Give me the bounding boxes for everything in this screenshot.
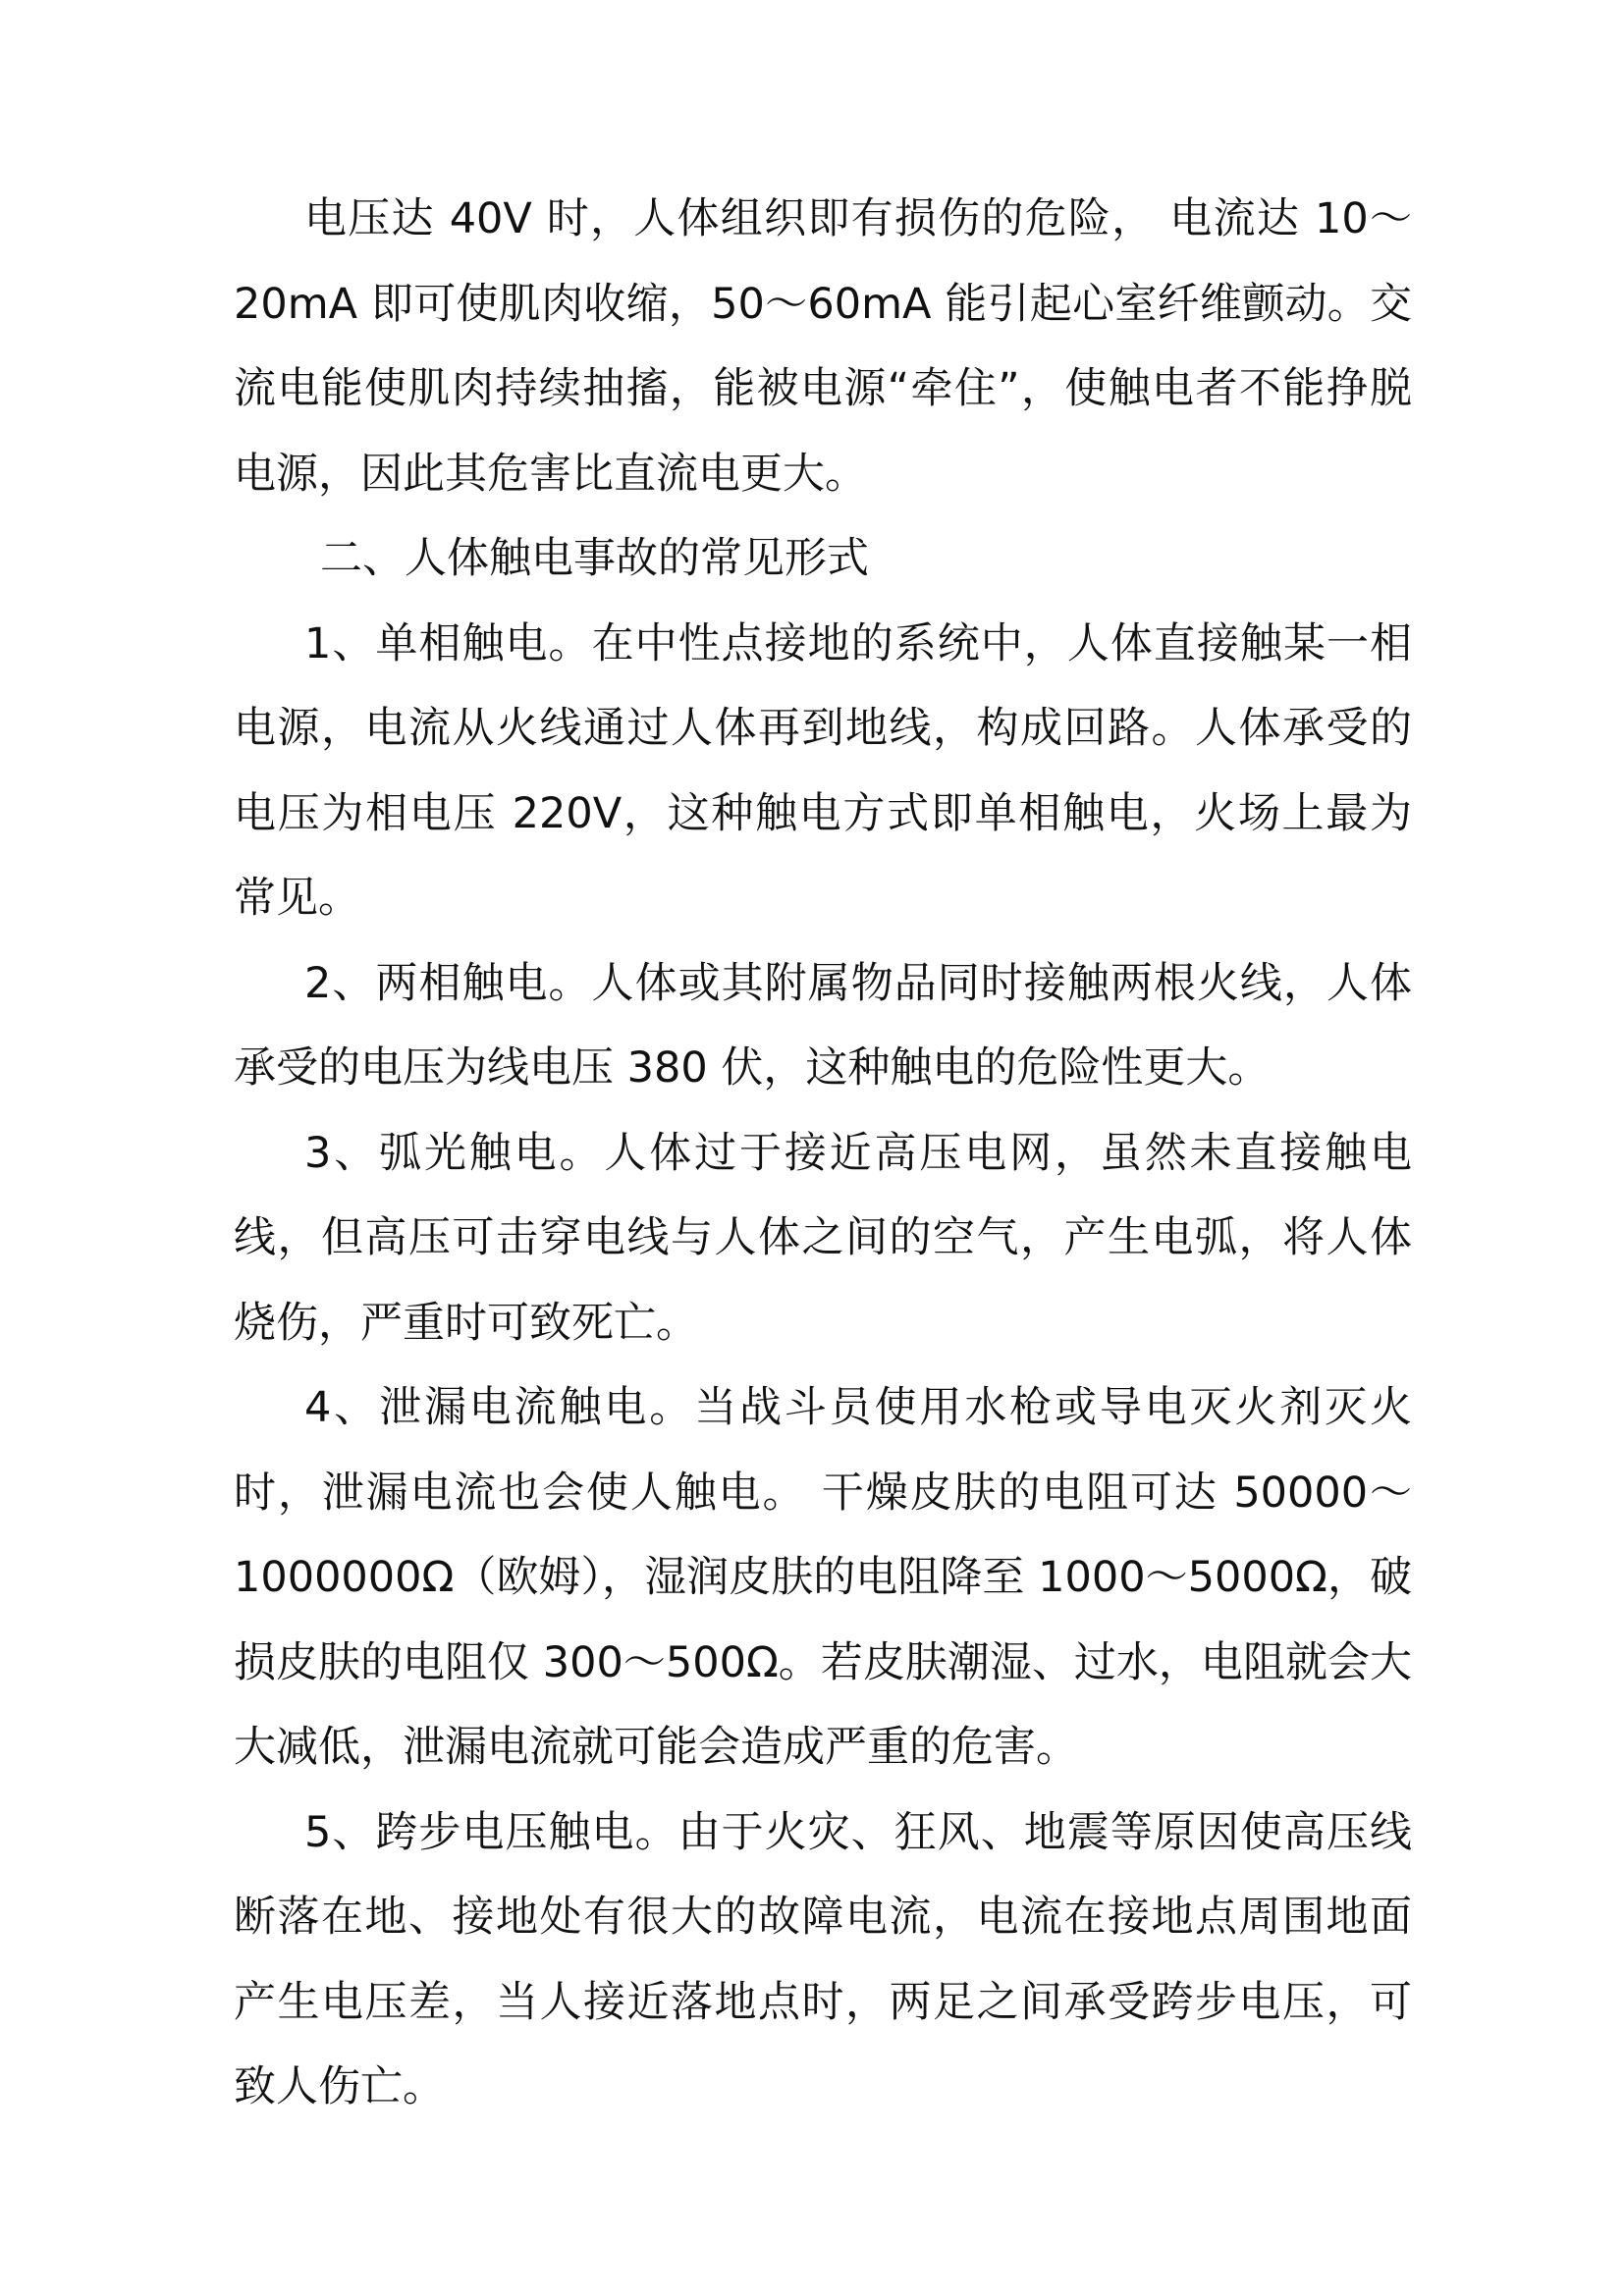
paragraph-arc: 3、弧光触电。人体过于接近高压电网，虽然未直接触电线，但高压可击穿电线与人体之间的空气，产生电弧，将人体烧伤，严重时可致死亡。 [234, 1128, 1412, 1348]
paragraph-current-danger: 电压达 40V 时，人体组织即有损伤的危险， 电流达 10～20mA 即可使肌肉收缩，50～60mA 能引起心室纤维颤动。交流电能使肌肉持续抽搐，能被电源“牵住”，使触电者不能挣脱电源，因此其危害比直流电更大。 [234, 194, 1412, 499]
paragraph-leakage: 4、泄漏电流触电。当战斗员使用水枪或导电灭火剂灭火时，泄漏电流也会使人触电。 干燥皮肤的电阻可达 50000～1000000Ω（欧姆），湿润皮肤的电阻降至 1000～5000Ω，破损皮肤的电阻仅 300～500Ω。若皮肤潮湿、过水，电阻就会大大减低，泄漏电流就可能会造成严重的危害。 [234, 1383, 1412, 1772]
document-body [234, 177, 1412, 2130]
section-heading: 二、人体触电事故的常见形式 [320, 534, 869, 583]
paragraph-step-voltage: 5、跨步电压触电。由于火灾、狂风、地震等原因使高压线断落在地、接地处有很大的故障电流，电流在接地点周围地面产生电压差，当人接近落地点时，两足之间承受跨步电压，可致人伤亡。 [234, 1807, 1412, 2111]
paragraph-single-phase: 1、单相触电。在中性点接地的系统中，人体直接触某一相电源，电流从火线通过人体再到地线，构成回路。人体承受的电压为相电压 220V，这种触电方式即单相触电，火场上最为常见。 [234, 618, 1412, 923]
paragraph-two-phase: 2、两相触电。人体或其附属物品同时接触两根火线，人体承受的电压为线电压 380 伏，这种触电的危险性更大。 [234, 958, 1412, 1093]
